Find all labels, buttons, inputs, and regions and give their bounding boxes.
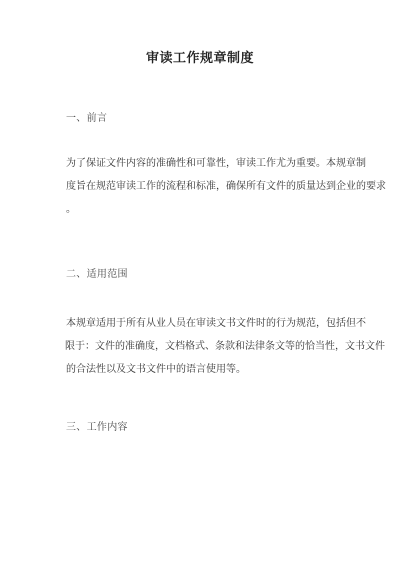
paragraph-line: 限于：文件的准确度，文档格式、条款和法律条文等的恰当性，文书文件 [65,341,385,352]
section-heading-preface: 一、前言 [66,113,108,124]
section-heading-work-content: 三、工作内容 [66,422,128,433]
scope-paragraph [65,312,385,381]
preface-paragraph [66,152,386,221]
paragraph-line: 度旨在规范审读工作的流程和标准，确保所有文件的质量达到企业的要求 [66,181,386,192]
paragraph-line: 。 [66,204,76,215]
paragraph-line: 的合法性以及文书文件中的语言使用等。 [66,364,246,375]
section-heading-scope: 二、适用范围 [66,269,128,280]
paragraph-line: 本规章适用于所有从业人员在审读文书文件时的行为规范，包括但不 [66,318,366,329]
document-title: 审读工作规章制度 [145,51,254,66]
paragraph-line: 为了保证文件内容的准确性和可靠性，审读工作尤为重要。本规章制 [66,158,366,169]
